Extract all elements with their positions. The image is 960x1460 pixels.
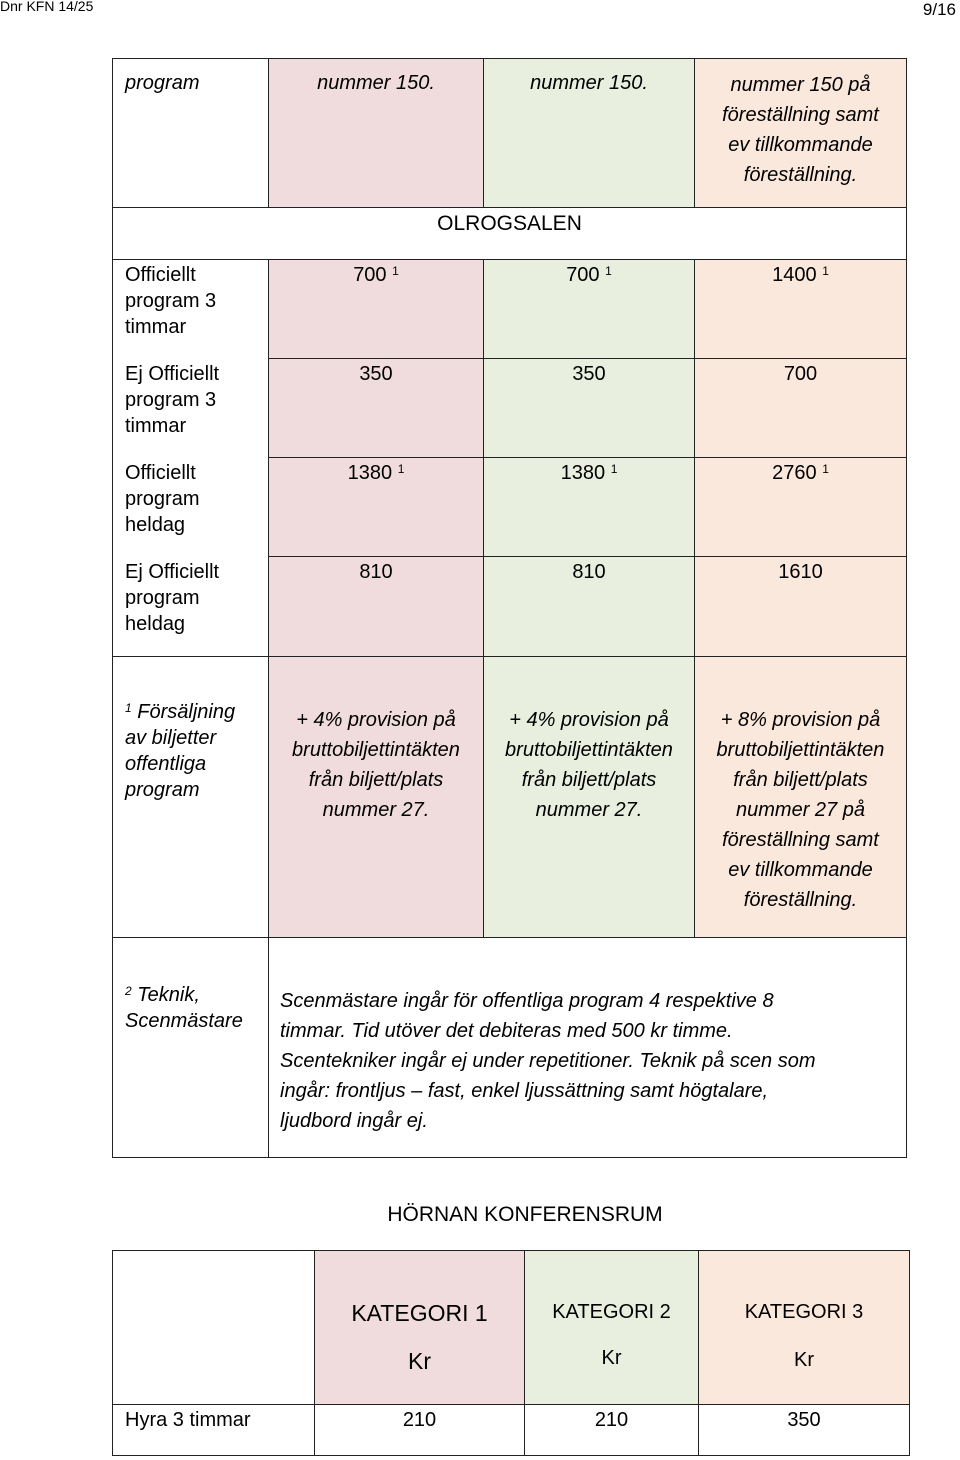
sales-label-line: av biljetter — [125, 727, 217, 749]
sales-cat2-line: + 4% provision på — [509, 709, 669, 731]
price-cat3-ej-officiellt-heldag — [694, 556, 907, 657]
sales-cat3-line: från biljett/plats — [733, 769, 868, 791]
sales-label-line: program — [125, 779, 200, 801]
row-label-line: program — [125, 587, 200, 609]
sales-cat2-line: nummer 27. — [535, 799, 643, 821]
category-unit: Kr — [601, 1347, 622, 1369]
footnote-marker: 1 — [610, 462, 618, 476]
sales-cat1-line: + 4% provision på — [296, 709, 456, 731]
row-label-line: program — [125, 488, 200, 510]
footnote-marker: 1 — [397, 462, 405, 476]
sales-cat2-line: bruttobiljettintäkten — [505, 739, 673, 761]
row-label-line: Officiellt — [125, 462, 196, 484]
top-row-cat3-line: föreställning samt — [722, 104, 879, 126]
top-row-cat1-text: nummer 150. — [317, 72, 435, 94]
row-label-line: Ej Officiellt — [125, 561, 220, 583]
price-cat2-ej-officiellt-3h — [483, 358, 695, 458]
price-cat1-ej-officiellt-heldag — [268, 556, 484, 657]
footnote-marker: 1 — [392, 264, 399, 278]
hornan-header-cat1 — [314, 1250, 525, 1405]
price-value: 1380 — [347, 462, 393, 484]
top-row-label — [112, 58, 269, 208]
top-row-cat3-line: nummer 150 på — [730, 74, 871, 96]
category-unit: Kr — [794, 1349, 814, 1371]
row-label-ej-officiellt-heldag — [125, 559, 219, 637]
price-value: 700 — [353, 264, 387, 286]
price-value: 810 — [572, 561, 606, 583]
footnote-marker: 1 — [822, 264, 829, 278]
price-cat1-officiellt-heldag — [268, 457, 484, 557]
hornan-value-cat2 — [524, 1404, 699, 1456]
price-cat3-officiellt-3h — [694, 259, 907, 359]
price-cat1-officiellt-3h — [268, 259, 484, 359]
footnote-marker: 1 — [822, 462, 829, 476]
sales-cat3-line: föreställning. — [743, 889, 858, 911]
category-unit: Kr — [408, 1348, 431, 1374]
tech-description — [268, 937, 907, 1158]
footnote-marker: 1 — [605, 264, 612, 278]
hornan-value-cat3 — [698, 1404, 910, 1456]
page-number: 9/16 — [922, 0, 956, 19]
price-cat1-ej-officiellt-3h — [268, 358, 484, 458]
category-name: KATEGORI 1 — [351, 1300, 488, 1326]
hornan-value-cat1 — [314, 1404, 525, 1456]
price-value: 1380 — [560, 462, 606, 484]
row-label-ej-officiellt-3h — [125, 361, 219, 439]
price-cat2-officiellt-heldag — [483, 457, 695, 557]
price-value: 1610 — [778, 561, 823, 583]
row-label-line: heldag — [125, 514, 186, 536]
price-cat3-officiellt-heldag — [694, 457, 907, 557]
top-row-cat3-line: ev tillkommande — [728, 134, 873, 156]
top-row-cat3-line: föreställning. — [743, 164, 858, 186]
price-value: 350 — [787, 1409, 821, 1431]
sales-cat3-line: ev tillkommande — [728, 859, 873, 881]
price-value: 350 — [572, 363, 606, 385]
row-label-line: program 3 — [125, 389, 217, 411]
sales-cat2-line: från biljett/plats — [521, 769, 657, 791]
tech-description-line: ljudbord ingår ej. — [280, 1110, 428, 1132]
row-label-line: timmar — [125, 316, 187, 338]
sales-cat3-line: föreställning samt — [722, 829, 879, 851]
tech-description-line: Scentekniker ingår ej under repetitioner. Teknik på scen som — [280, 1050, 816, 1072]
price-cat2-officiellt-3h — [483, 259, 695, 359]
row-label-officiellt-3h — [125, 262, 216, 340]
price-cat2-ej-officiellt-heldag — [483, 556, 695, 657]
footnote-marker: 1 — [125, 701, 132, 715]
hornan-header-cat3 — [698, 1250, 910, 1405]
row-label-line: timmar — [125, 415, 187, 437]
price-value: 350 — [359, 363, 393, 385]
sales-label-line: Försäljning — [137, 701, 236, 723]
sales-cat3-line: bruttobiljettintäkten — [716, 739, 885, 761]
hornan-row-label-text: Hyra 3 timmar — [125, 1409, 251, 1431]
price-cat3-ej-officiellt-3h — [694, 358, 907, 458]
price-value: 2760 — [772, 462, 817, 484]
sales-cat3 — [694, 656, 907, 938]
price-value: 1400 — [772, 264, 817, 286]
top-row-label-text: program — [125, 72, 200, 94]
document-reference: Dnr KFN 14/25 — [0, 0, 94, 14]
footnote-marker: 2 — [125, 984, 132, 998]
sales-cat1-line: bruttobiljettintäkten — [292, 739, 460, 761]
row-label-line: Ej Officiellt — [125, 363, 220, 385]
sales-cat3-line: + 8% provision på — [720, 709, 881, 731]
sales-label — [112, 656, 269, 938]
price-value: 210 — [402, 1409, 437, 1431]
row-label-officiellt-heldag — [125, 460, 199, 538]
top-row-cat2 — [483, 58, 695, 208]
row-label-line: heldag — [125, 613, 186, 635]
hornan-header-cat2 — [524, 1250, 699, 1405]
top-row-cat1 — [268, 58, 484, 208]
price-value: 210 — [594, 1409, 629, 1431]
price-value: 810 — [359, 561, 393, 583]
hornan-corner-cell — [112, 1250, 315, 1405]
sales-cat1-line: från biljett/plats — [308, 769, 444, 791]
price-value: 700 — [566, 264, 600, 286]
sales-label-line: offentliga — [125, 753, 207, 775]
tech-label — [112, 937, 269, 1158]
hornan-row-label — [112, 1404, 315, 1456]
top-row-cat2-text: nummer 150. — [530, 72, 648, 94]
top-row-cat3 — [694, 58, 907, 208]
sales-cat1-line: nummer 27. — [322, 799, 430, 821]
tech-description-line: Scenmästare ingår för offentliga program 4 respektive 8 — [280, 990, 774, 1012]
hornan-title: HÖRNAN KONFERENSRUM — [387, 1203, 663, 1226]
category-name: KATEGORI 2 — [552, 1301, 671, 1323]
sales-cat2 — [483, 656, 695, 938]
sales-cat1 — [268, 656, 484, 938]
tech-description-line: timmar. Tid utöver det debiteras med 500 kr timme. — [280, 1020, 733, 1042]
category-name: KATEGORI 3 — [744, 1301, 864, 1323]
row-label-line: Officiellt — [125, 264, 196, 286]
tech-label-line: Scenmästare — [125, 1010, 243, 1032]
tech-label-line: Teknik, — [137, 984, 200, 1006]
rows-label-column — [112, 259, 269, 657]
row-label-line: program 3 — [125, 290, 217, 312]
price-value: 700 — [783, 363, 818, 385]
olrogsalen-title-text: OLROGSALEN — [437, 212, 582, 235]
olrogsalen-title — [112, 207, 907, 260]
sales-cat3-line: nummer 27 på — [736, 799, 865, 821]
tech-description-line: ingår: frontljus – fast, enkel ljussättning samt högtalare, — [280, 1080, 769, 1102]
